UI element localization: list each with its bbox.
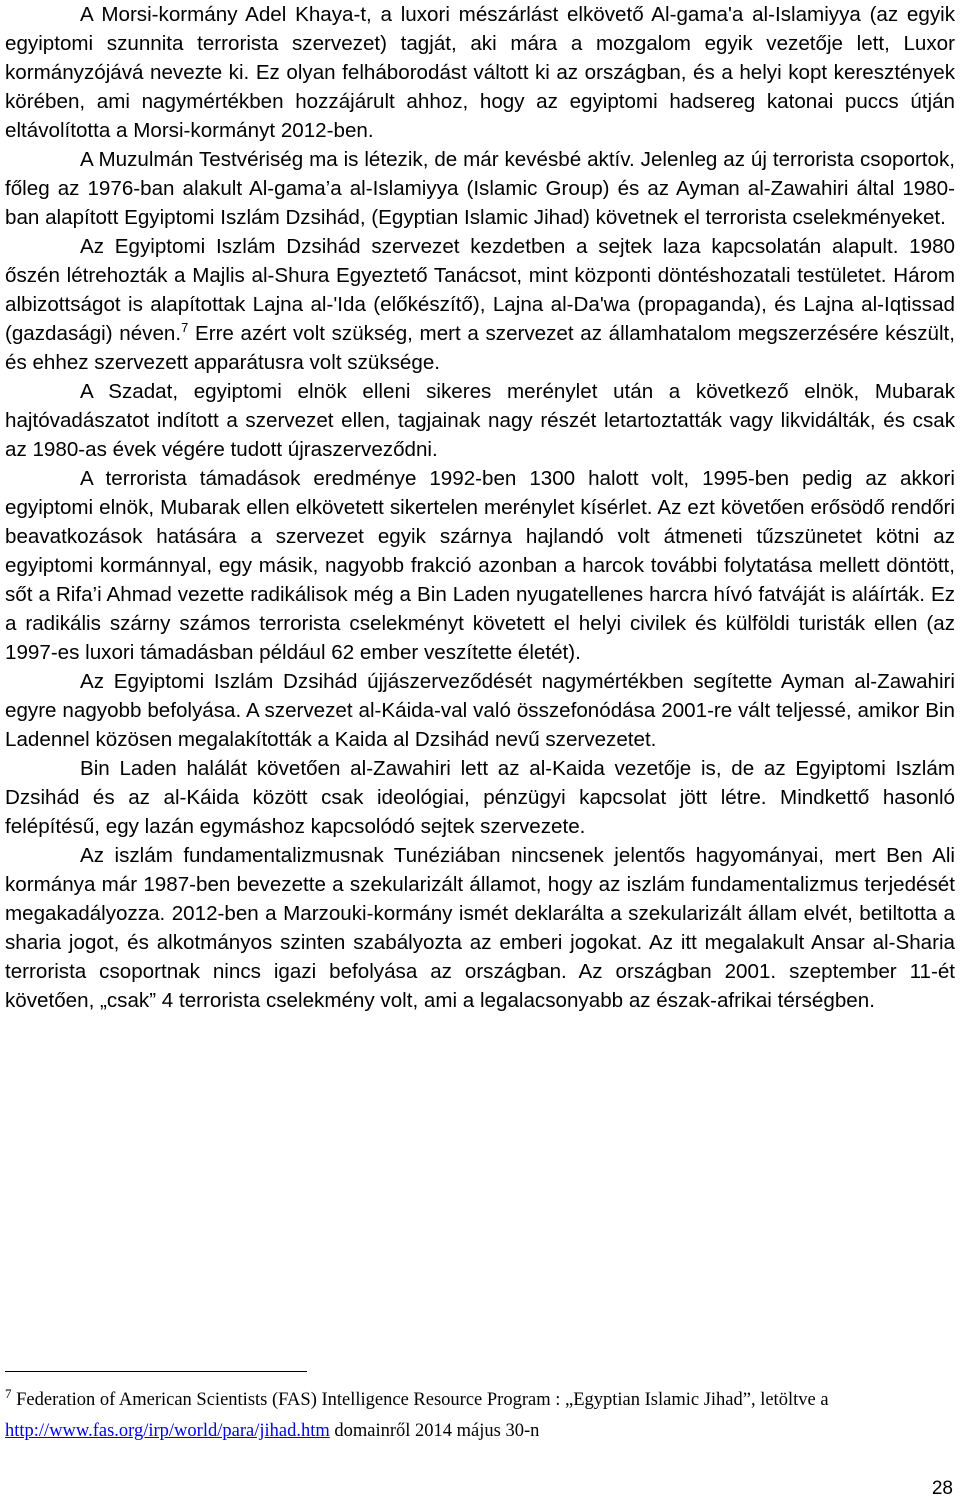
footnote-text: Federation of American Scientists (FAS) Intelligence Resource Program : „Egyptian Islamic Jihad”, letöltve a — [16, 1390, 829, 1410]
paragraph-text: A terrorista támadások eredménye 1992-ben 1300 halott volt, 1995-ben pedig az akkori egyiptomi elnök, Mubarak ellen elkövetett sikertelen merénylet kísérlet. Az ezt követően erősödő rendőri beavatkozások hatására a szervezet egyik szárnya hajlandó volt átmeneti tűzszünetet kötni az egyiptomi kormánnyal, egy másik, nagyobb frakció azonban a harcok további folytatása mellett döntött, sőt a Rifa’i Ahmad vezette radikálisok még a Bin Laden nyugatellenes harcra hívó fatváját is aláírták. Ez a radikális szárny számos terrorista cselekményt követett el helyi civilek és külföldi turisták ellen (az 1997-es luxori támadásban például 62 ember veszítette életét). — [5, 467, 955, 664]
paragraph — [5, 754, 955, 841]
paragraph — [5, 841, 955, 1015]
page-number: 28 — [931, 1478, 953, 1499]
footnote-number: 7 — [5, 1385, 12, 1401]
body-text — [5, 0, 955, 1015]
paragraph-text: A Szadat, egyiptomi elnök elleni sikeres merénylet után a következő elnök, Mubarak hajtóvadászatot indított a szervezet ellen, tagjainak nagy részét letartoztatták vagy likvidálták, és csak az 1980-as évek végére tudott újraszerveződni. — [5, 380, 955, 461]
paragraph-text: Erre azért volt szükség, mert a szervezet az államhatalom megszerzésére készült, és ehhez szervezett apparátusra volt szüksége. — [5, 322, 955, 374]
paragraph — [5, 464, 955, 667]
paragraph — [5, 667, 955, 754]
paragraph — [5, 145, 955, 232]
footnote — [5, 1385, 955, 1447]
footnote-separator — [5, 1371, 307, 1372]
footnote-reference: 7 — [181, 320, 189, 336]
paragraph-text: Az iszlám fundamentalizmusnak Tunéziában nincsenek jelentős hagyományai, mert Ben Ali kormánya már 1987-ben bevezette a szekularizált államot, hogy az iszlám fundamentalizmus terjedését megakadályozza. 2012-ben a Marzouki-kormány ismét deklarálta a szekularizált állam elvét, betiltotta a sharia jogot, és alkotmányos szinten szabályozta az emberi jogokat. Az itt megalakult Ansar al-Sharia terrorista csoportnak nincs igazi befolyása az országban. Az országban 2001. szeptember 11-ét követően, „csak” 4 terrorista cselekmény volt, ami a legalacsonyabb az észak-afrikai térségben. — [5, 844, 955, 1012]
paragraph-text: Az Egyiptomi Iszlám Dzsihád újjászerveződését nagymértékben segítette Ayman al-Zawahiri egyre nagyobb befolyása. A szervezet al-Káida-val való összefonódása 2001-re vált teljessé, amikor Bin Ladennel közösen megalakították a Kaida al Dzsihád nevű szervezetet. — [5, 670, 955, 751]
footnote-suffix: domainről 2014 május 30-n — [329, 1421, 540, 1441]
paragraph-text: A Morsi-kormány Adel Khaya-t, a luxori mészárlást elkövető Al-gama'a al-Islamiyya (az egyik egyiptomi szunnita terrorista szervezet) tagját, aki mára a mozgalom egyik vezetője lett, Luxor kormányzójává nevezte ki. Ez olyan felháborodást váltott ki az országban, és a helyi kopt keresztények körében, ami nagymértékben hozzájárult ahhoz, hogy az egyiptomi hadsereg katonai puccs útján eltávolította a Morsi-kormányt 2012-ben. — [5, 3, 955, 142]
paragraph — [5, 377, 955, 464]
paragraph — [5, 232, 955, 377]
paragraph-text: Bin Laden halálát követően al-Zawahiri lett az al-Kaida vezetője is, de az Egyiptomi Iszlám Dzsihád és az al-Káida között csak ideológiai, pénzügyi kapcsolat jött létre. Mindkettő hasonló felépítésű, egy lazán egymáshoz kapcsolódó sejtek szervezete. — [5, 757, 955, 838]
paragraph-text: A Muzulmán Testvériség ma is létezik, de már kevésbé aktív. Jelenleg az új terrorista csoportok, főleg az 1976-ban alakult Al-gama’a al-Islamiyya (Islamic Group) és az Ayman al-Zawahiri által 1980-ban alapított Egyiptomi Iszlám Dzsihád, (Egyptian Islamic Jihad) követnek el terrorista cselekményeket. — [5, 148, 955, 229]
paragraph — [5, 0, 955, 145]
paragraph-text: Az Egyiptomi Iszlám Dzsihád szervezet kezdetben a sejtek laza kapcsolatán alapult. 1980 őszén létrehozták a Majlis al-Shura Egyeztető Tanácsot, mint központi döntéshozatali testületet. Három albizottságot is alapítottak Lajna al-'Ida (előkészítő), Lajna al-Da'wa (propaganda), és Lajna al-Iqtissad (gazdasági) néven. — [5, 235, 955, 345]
footnote-link[interactable]: http://www.fas.org/irp/world/para/jihad.htm — [5, 1421, 330, 1441]
